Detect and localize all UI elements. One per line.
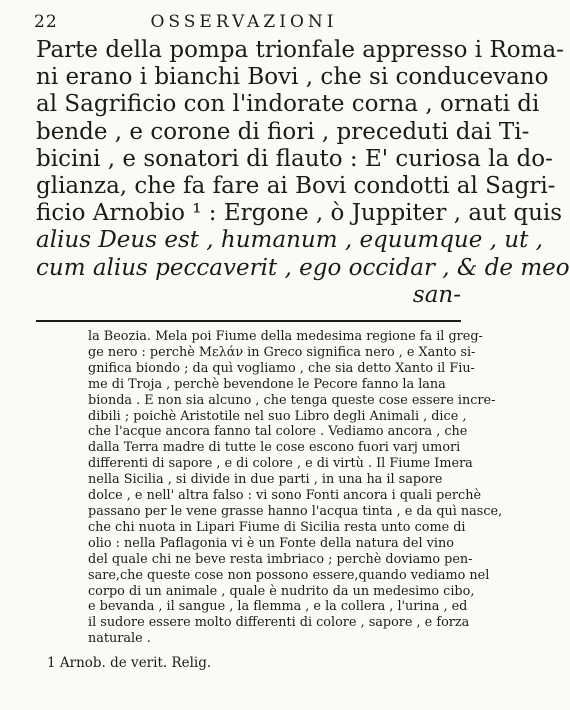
main-text-line: Parte della pompa trionfale appresso i Roma- <box>36 37 564 63</box>
main-text-line: bende , e corone di fiori , preceduti dai Ti- <box>36 118 530 145</box>
note-line: e bevanda , il sangue , la flemma , e la collera , l'urina , ed <box>88 599 468 615</box>
note-line: differenti di sapore , e di colore , e di virtù . Il Fiume Imera <box>88 456 473 472</box>
note-line: ge nero : perchè Μελάν in Greco significa nero , e Xanto si- <box>88 344 476 360</box>
footnote-marker: 1 <box>47 655 56 671</box>
note-line: la Beozia. Mela poi Fiume della medesima regione fa il greg- <box>88 329 483 344</box>
note-line: sare,che queste cose non possono essere,quando vediamo nel <box>88 567 490 583</box>
main-text-line: bicini , e sonatori di flauto : E' curiosa la do- <box>36 145 553 172</box>
footnote <box>47 655 211 671</box>
main-text-line: ficio Arnobio ¹ : Ergone , ò Juppiter , aut quis <box>36 200 563 227</box>
note-line: il sudore essere molto differenti di colore , sapore , e forza <box>88 615 470 631</box>
note-line: naturale . <box>88 631 151 647</box>
main-text-line: ni erano i bianchi Bovi , che si conducevano <box>36 64 549 91</box>
note-line: dolce , e nell' altra falso : vi sono Fonti ancora i quali perchè <box>88 488 482 504</box>
note-line: nella Sicilia , si divide in due parti , in una ha il sapore <box>88 472 443 488</box>
note-line: dalla Terra madre di tutte le cose escono fuori varj umori <box>88 440 461 456</box>
catchword: san- <box>412 281 461 308</box>
note-line: che l'acque ancora fanno tal colore . Vediamo ancora , che <box>88 424 468 440</box>
note-line: che chi nuota in Lipari Fiume di Sicilia resta unto come di <box>88 519 466 535</box>
note-line: corpo di un animale , quale è nudrito da un medesimo cibo, <box>88 583 475 599</box>
footnote-text: Arnob. de verit. Relig. <box>59 655 212 671</box>
note-line: me di Troja , perchè bevendone le Pecore fanno la lana <box>88 376 446 392</box>
page-header <box>24 8 464 34</box>
main-text-line: glianza, che fa fare ai Bovi condotti al Sagri- <box>36 173 556 200</box>
note-line: bionda . E non sia alcuno , che tenga queste cose essere incre- <box>88 392 496 408</box>
note-line: dibili ; poichè Aristotile nel suo Libro degli Animali , dice , <box>88 408 467 424</box>
running-head: OSSERVAZIONI <box>150 12 338 32</box>
main-text-line: al Sagrificio con l'indorate corna , ornati di <box>36 91 540 118</box>
separator-rule <box>36 320 461 322</box>
main-text-line: cum alius peccaverit , ego occidar , & de meo <box>36 254 570 281</box>
page-number: 22 <box>34 12 58 32</box>
main-text <box>36 37 570 309</box>
note-line: gnifica biondo ; da quì vogliamo , che sia detto Xanto il Fiu- <box>88 360 475 376</box>
note-line: del quale chi ne beve resta imbriaco ; perchè doviamo pen- <box>88 551 473 567</box>
notes-block <box>88 329 503 647</box>
note-line: passano per le vene grasse hanno l'acqua tinta , e da quì nasce, <box>88 503 503 519</box>
note-line: olio : nella Paflagonia vi è un Fonte della natura del vino <box>88 535 454 551</box>
main-text-line: alius Deus est , humanum , equumque , ut , <box>36 227 543 254</box>
